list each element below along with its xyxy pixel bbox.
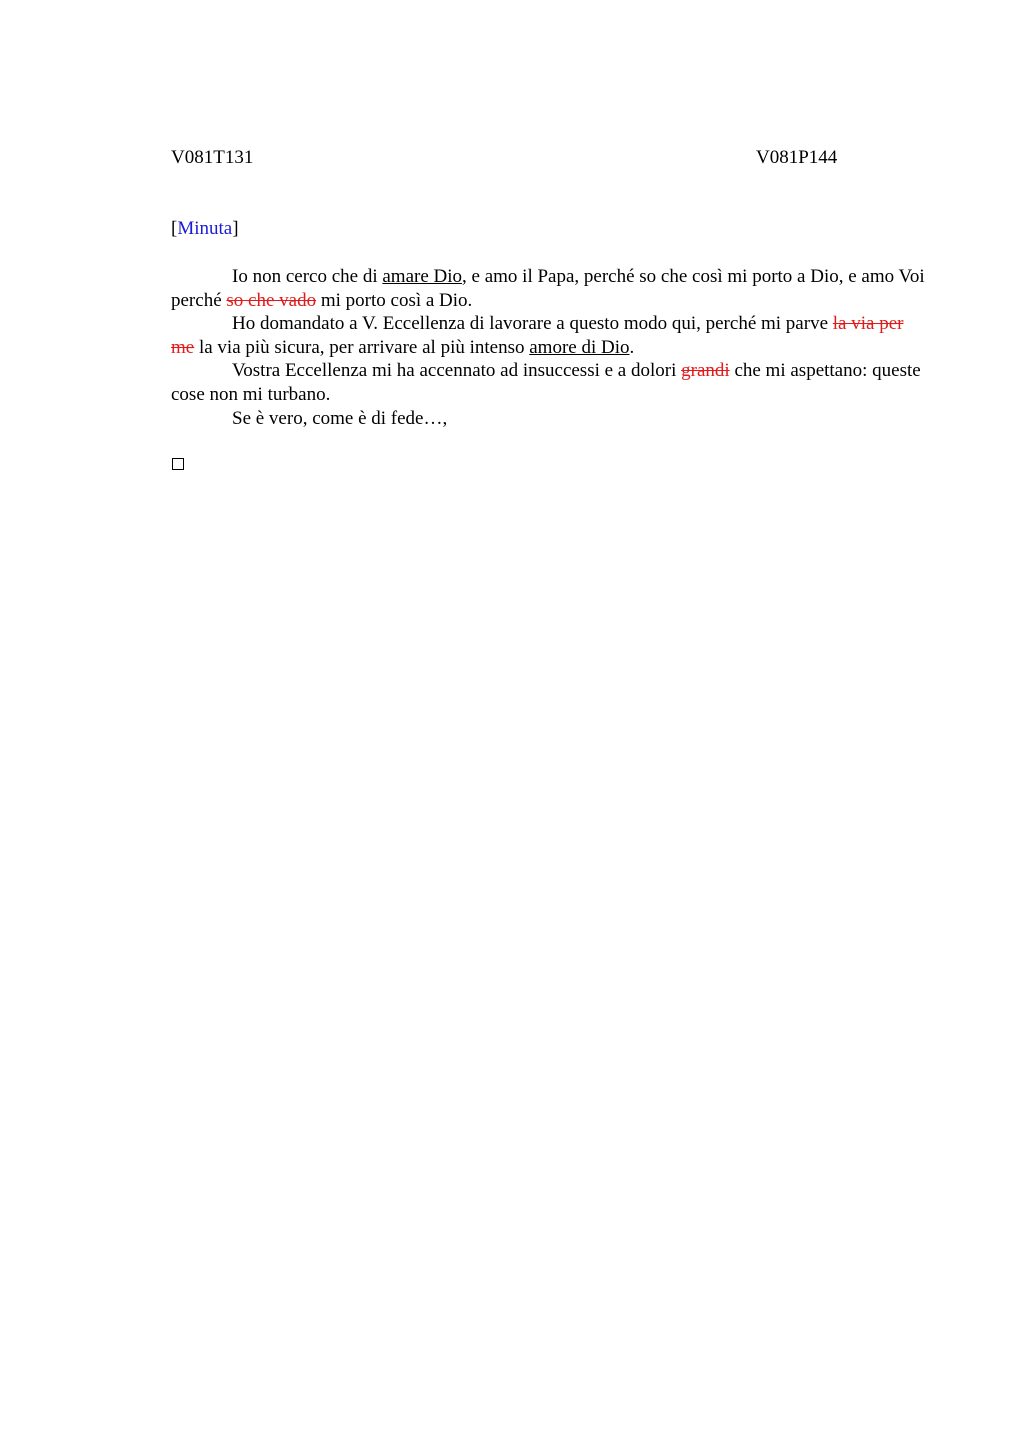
left-reference-code: V081T131 (171, 147, 254, 168)
right-reference-code: V081P144 (756, 147, 838, 168)
text-segment: che mi aspettano: queste cose non mi turbano. (171, 360, 921, 405)
underlined-phrase: amare Dio (382, 266, 463, 287)
paragraph-2 (171, 312, 931, 359)
deleted-phrase: grandi (681, 360, 730, 382)
underlined-phrase: amore di Dio (529, 336, 630, 358)
deleted-phrase: la via per me (171, 313, 904, 358)
deleted-phrase: so che vado (226, 289, 317, 311)
text-segment: Se è vero, come è di fede…, (232, 407, 448, 429)
text-segment: Vostra Eccellenza mi ha accennato ad insuccessi e a dolori (232, 360, 682, 382)
text-segment: la via più sicura, per arrivare al più intenso (194, 336, 530, 358)
text-segment: mi porto così a Dio. (316, 289, 473, 311)
paragraph-4 (171, 407, 931, 431)
label-word: Minuta (177, 218, 233, 239)
label-open-bracket: [ (171, 218, 178, 239)
text-segment: Ho domandato a V. Eccellenza di lavorare a questo modo qui, perché mi parve (232, 313, 833, 335)
end-marker-box-icon (172, 458, 184, 470)
label-close-bracket: ] (232, 218, 239, 239)
text-segment: . (629, 336, 635, 358)
document-type-label (171, 217, 239, 241)
text-segment: Io non cerco che di (232, 266, 383, 287)
paragraph-1 (171, 265, 931, 312)
letter-body (171, 265, 931, 430)
text-segment: , e amo il Papa, perché so che così mi porto a Dio, e amo Voi perché (171, 266, 925, 311)
paragraph-3 (171, 359, 931, 406)
